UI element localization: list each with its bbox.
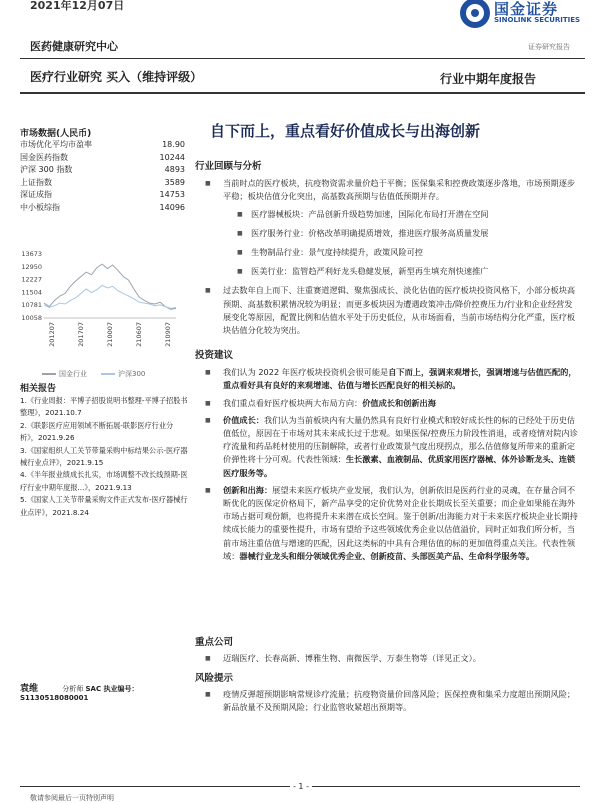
related-report-item: 5.《国家人工关节带量采购文件正式发布-医疗器械行业点评》，2021.8.24 [20, 495, 188, 517]
related-report-item: 3.《国家组织人工关节带量采购中标结果公示-医疗器械行业点评》，2021.9.15 [20, 445, 188, 468]
x-tick-label: 210607 [135, 322, 143, 347]
review-section [195, 160, 580, 337]
market-row [20, 164, 185, 177]
related-report-item: 1.《行业周报：平博子招股说明书整理-平博子招股书整理》，2021.10.7 [20, 396, 188, 418]
y-tick-label: 11504 [21, 288, 42, 297]
market-value: 14096 [159, 202, 185, 212]
advice-section [195, 349, 580, 563]
market-value: 4893 [164, 165, 185, 174]
related-reports-title: 相关报告 [20, 384, 57, 394]
review-sub-item: ■ 医美行业：监管趋严利好龙头稳健发展，新型再生填充剂快速推广 [195, 265, 580, 278]
logo-mark-icon [460, 0, 490, 28]
market-label: 中小板综指 [20, 202, 60, 212]
advice-paragraph-2: ■ 我们重点看好医疗板块两大布局方向：价值成长和创新出海 [195, 397, 580, 410]
y-tick-label: 10781 [21, 301, 42, 310]
index-chart [16, 248, 191, 373]
market-label: 上证指数 [20, 177, 52, 187]
market-value: 18.90 [162, 140, 185, 149]
x-tick-label: 210007 [106, 322, 114, 347]
market-row [20, 189, 185, 202]
market-row [20, 177, 185, 190]
x-tick-label: 201707 [77, 322, 85, 347]
advice-heading: 投资建议 [195, 350, 234, 361]
logo-en-text: SINOLINK SECURITIES [494, 16, 581, 24]
market-value: 14753 [159, 190, 185, 199]
logo-subtitle: 证券研究报告 [528, 43, 570, 51]
legend-item-hs300: 沪深300 [101, 369, 145, 379]
market-value: 3589 [164, 177, 185, 187]
page-number: - 1 - [290, 782, 312, 791]
disclaimer: 敬请参阅最后一页特别声明 [30, 794, 114, 802]
y-tick-label: 12950 [21, 262, 42, 271]
advice-paragraph-1: ■ 我们认为 2022 年医疗板块投资机会很可能是自下而上，强调来观增长，强调增速与估值匹配的，重点看好具有良好的来观增速、估值与增长匹配良好的相关标的。 [195, 366, 580, 392]
market-label: 市场优化平均市盈率 [20, 140, 92, 149]
report-date: 2021年12月07日 [30, 0, 125, 12]
review-sub-item: ■ 医疗器械板块：产品创新升级趋势加速，国际化布局打开潜在空间 [195, 208, 580, 221]
review-sub-list [195, 208, 580, 279]
logo-cn-text: 国金证券 [494, 0, 559, 18]
analyst-license: SAC 执业编号：S1130518080001 [20, 685, 139, 702]
x-tick-label: 210907 [164, 322, 172, 347]
series-line-1 [44, 285, 176, 308]
research-center: 医药健康研究中心 [30, 40, 118, 53]
risk-text: ■ 疫情反弹超预期影响常规诊疗流量；抗疫物资量价回落风险；医保控费和集采力度超出预期风险；新品放量不及预期风险；行业监管收紧超出预期等。 [195, 688, 580, 714]
analyst-name: 袁维 [20, 684, 39, 694]
y-tick-label: 13673 [21, 250, 42, 258]
market-data-table [20, 139, 185, 214]
report-title: 自下而上，重点看好价值成长与出海创新 [210, 122, 481, 140]
rating: 医疗行业研究 买入（维持评级） [30, 70, 203, 84]
innovation-paragraph: ■ 创新和出海：展望未来医疗板块产业发展，我们认为，创新依旧是医药行业的灵魂，在存量合同不断优化的医保定价格局下，新产品享受的定价优势对企业长期成长至关重要；而企业如果能在海外市场占据可观份额，也将提升未来潜在成长空间。鉴于创新/出海能力对于未来医疗板块企业长期持续成长能力的重要性提升，市场有望给予这些领域优秀企业以估值溢价，同时正如我们所分析，当前市场注重估值与增速的匹配，因此这类标的中具有合理估值的标的更加值得重点关注。代表性领域：器械行业龙头和细分领域优秀企业、创新疫苗、头部医美产品、生命科学服务等。 [195, 484, 580, 563]
review-sub-item: ■ 医疗服务行业：价格改革明确提质增效，推进医疗服务高质量发展 [195, 227, 580, 240]
chart-legend [42, 369, 145, 379]
analyst-block [20, 681, 195, 702]
sinolink-logo [460, 0, 580, 34]
title-divider [20, 92, 585, 94]
market-row [20, 152, 185, 165]
report-type: 行业中期年度报告 [440, 72, 537, 86]
analyst-role: 分析师 [62, 685, 84, 693]
key-companies-heading: 重点公司 [195, 637, 234, 648]
y-tick-label: 12227 [21, 275, 42, 284]
market-data-title: 市场数据(人民币) [20, 129, 92, 139]
header-divider [20, 58, 585, 59]
related-reports-list [20, 395, 190, 519]
review-paragraph-2: ■ 过去数年自上而下、注重赛道逻辑、聚焦强成长、淡化估值的医疗板块投资风格下，小部分板块高预期、高基数积累情况较为明显；而更多板块因为遭遇政策冲击/降价控费压力/行业和企业经营发展变化等原因，配置比例和估值水平处于历史低位，从市场面看，当前市场结构分化严重，医疗板块估值分化较为突出。 [195, 284, 580, 337]
market-label: 国金医药指数 [20, 152, 68, 162]
market-row [20, 202, 185, 215]
market-value: 10244 [159, 152, 185, 162]
market-label: 沪深 300 指数 [20, 165, 73, 174]
market-label: 深证成指 [20, 190, 52, 199]
key-companies-section [195, 636, 580, 665]
related-report-item: 2.《联影医疗应用领域不断拓展-联影医疗行业分析》，2021.9.26 [20, 420, 174, 443]
review-paragraph-1: ■ 当前时点的医疗板块，抗疫物资需求量价趋于平衡；医保集采和控费政策逐步落地，市场预期逐步平稳；板块估值分化突出，高基数高预期与估值低预期并存。 [195, 177, 580, 203]
key-companies-text: ■ 迈瑞医疗、长春高新、博雅生物、南微医学、万泰生物等（详见正文）。 [195, 652, 580, 665]
review-heading: 行业回顾与分析 [195, 161, 262, 172]
related-report-item: 4.《半年报业绩成长扎实，市场调整不改长线预期-医疗行业中期年度报...》，2021.9.13 [20, 470, 188, 492]
risk-heading: 风险提示 [195, 673, 234, 684]
value-growth-paragraph: ■ 价值成长：我们认为当前板块内有大量仍然具有良好行业模式和较好成长性的标的已经处于历史估值低位，原因在于市场对其未来成长过于悲观。如果医保/控费压力阶段性消退，或者疫情对院内诊疗流量和药品耗材使用的压制解除，或者行业政策景气度出现拐点，那么估值修复所带来的重新定价弹性将十分可观。代表性领域：生长激素、血液制品、优质家用医疗器械、体外诊断龙头、连锁医疗服务等。 [195, 414, 580, 480]
review-sub-item: ■ 生物制品行业：景气度持续提升，政策风险可控 [195, 246, 580, 259]
legend-item-industry: 国金行业 [42, 369, 87, 379]
x-tick-label: 201207 [48, 322, 56, 347]
y-tick-label: 10058 [21, 314, 42, 322]
market-row [20, 139, 185, 152]
risk-section [195, 672, 580, 715]
